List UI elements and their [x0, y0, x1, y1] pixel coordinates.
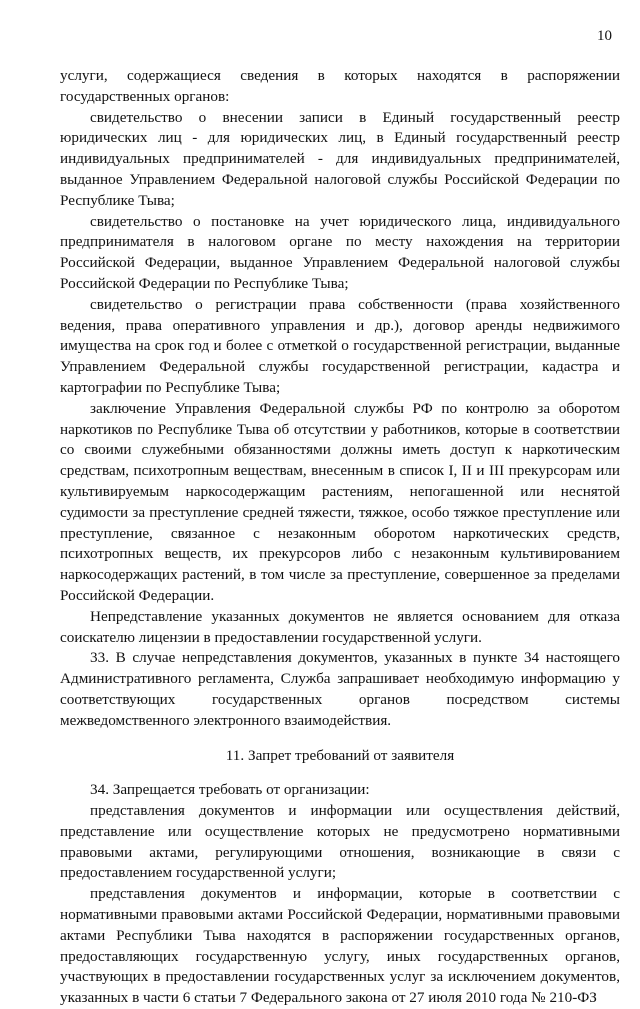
paragraph: 33. В случае непредставления документов, указанных в пункте 34 настоящего Административного регламента, Служба запрашивает необходимую информацию у соответствующих государственных органов посредством системы межведомственного электронного взаимодействия. [60, 649, 620, 729]
paragraph: представления документов и информации или осуществления действий, представление или осуществление которых не предусмотрено нормативными правовыми актами, регулирующими отношения, возникающие в связи с предоставлением государственной услуги; [60, 802, 620, 882]
paragraph: свидетельство о регистрации права собственности (права хозяйственного ведения, права оперативного управления и др.), договор аренды недвижимого имущества на срок год и более с отметкой о государственной регистрации, выданные Управлением Федеральной службы государственной регистрации, кадастра и картографии по Республике Тыва; [60, 295, 620, 396]
paragraph: представления документов и информации, которые в соответствии с нормативными правовыми актами Российской Федерации, нормативными правовыми актами Республики Тыва находятся в распоряжении государственных органов, предоставляющих государственную услугу, иных государственных органов, участвующих в предоставлении государственных услуг за исключением документов, указанных в части 6 статьи 7 Федерального закона от 27 июля 2010 года № 210-ФЗ [60, 885, 620, 1007]
paragraph: 34. Запрещается требовать от организации: [90, 781, 370, 799]
paragraph: свидетельство о постановке на учет юридического лица, индивидуального предпринимателя в налоговом органе по месту нахождения на территории Российской Федерации, выданное Управлением Федеральной налоговой службы Российской Федерации по Республике Тыва; [60, 212, 620, 292]
paragraphs-before-heading [60, 66, 620, 732]
paragraph: заключение Управления Федеральной службы РФ по контролю за оборотом наркотиков по Республике Тыва об отсутствии у работников, которые в соответствии со своими служебными обязанностями должны иметь доступ к наркотическим средствам, психотропным веществам, внесенным в список I, II и III прекурсорам или культивируемым наркосодержащим растениям, непогашенной или неснятой судимости за преступление средней тяжести, тяжкое, особо тяжкое преступление или преступление, связанное с незаконным оборотом наркотических средств, психотропных веществ, их прекурсоров либо с незаконным культивированием наркосодержащих растений, в том числе за преступление, совершенное за пределами Российской Федерации. [60, 399, 620, 604]
document-body [60, 66, 620, 1009]
paragraphs-after-heading [60, 780, 620, 1009]
paragraph: услуги, содержащиеся сведения в которых находятся в распоряжении государственных органов: [60, 67, 620, 105]
paragraph: свидетельство о внесении записи в Единый государственный реестр юридических лиц - для юридических лиц, в Единый государственный реестр индивидуальных предпринимателей - для индивидуальных предпринимателей, выданное Управлением Федеральной налоговой службы Российской Федерации по Республике Тыва; [60, 108, 620, 209]
section-heading: 11. Запрет требований от заявителя [225, 746, 455, 764]
page-number: 10 [597, 28, 612, 44]
paragraph: Непредставление указанных документов не является основанием для отказа соискателю лицензии в предоставлении государственной услуги. [60, 607, 620, 646]
